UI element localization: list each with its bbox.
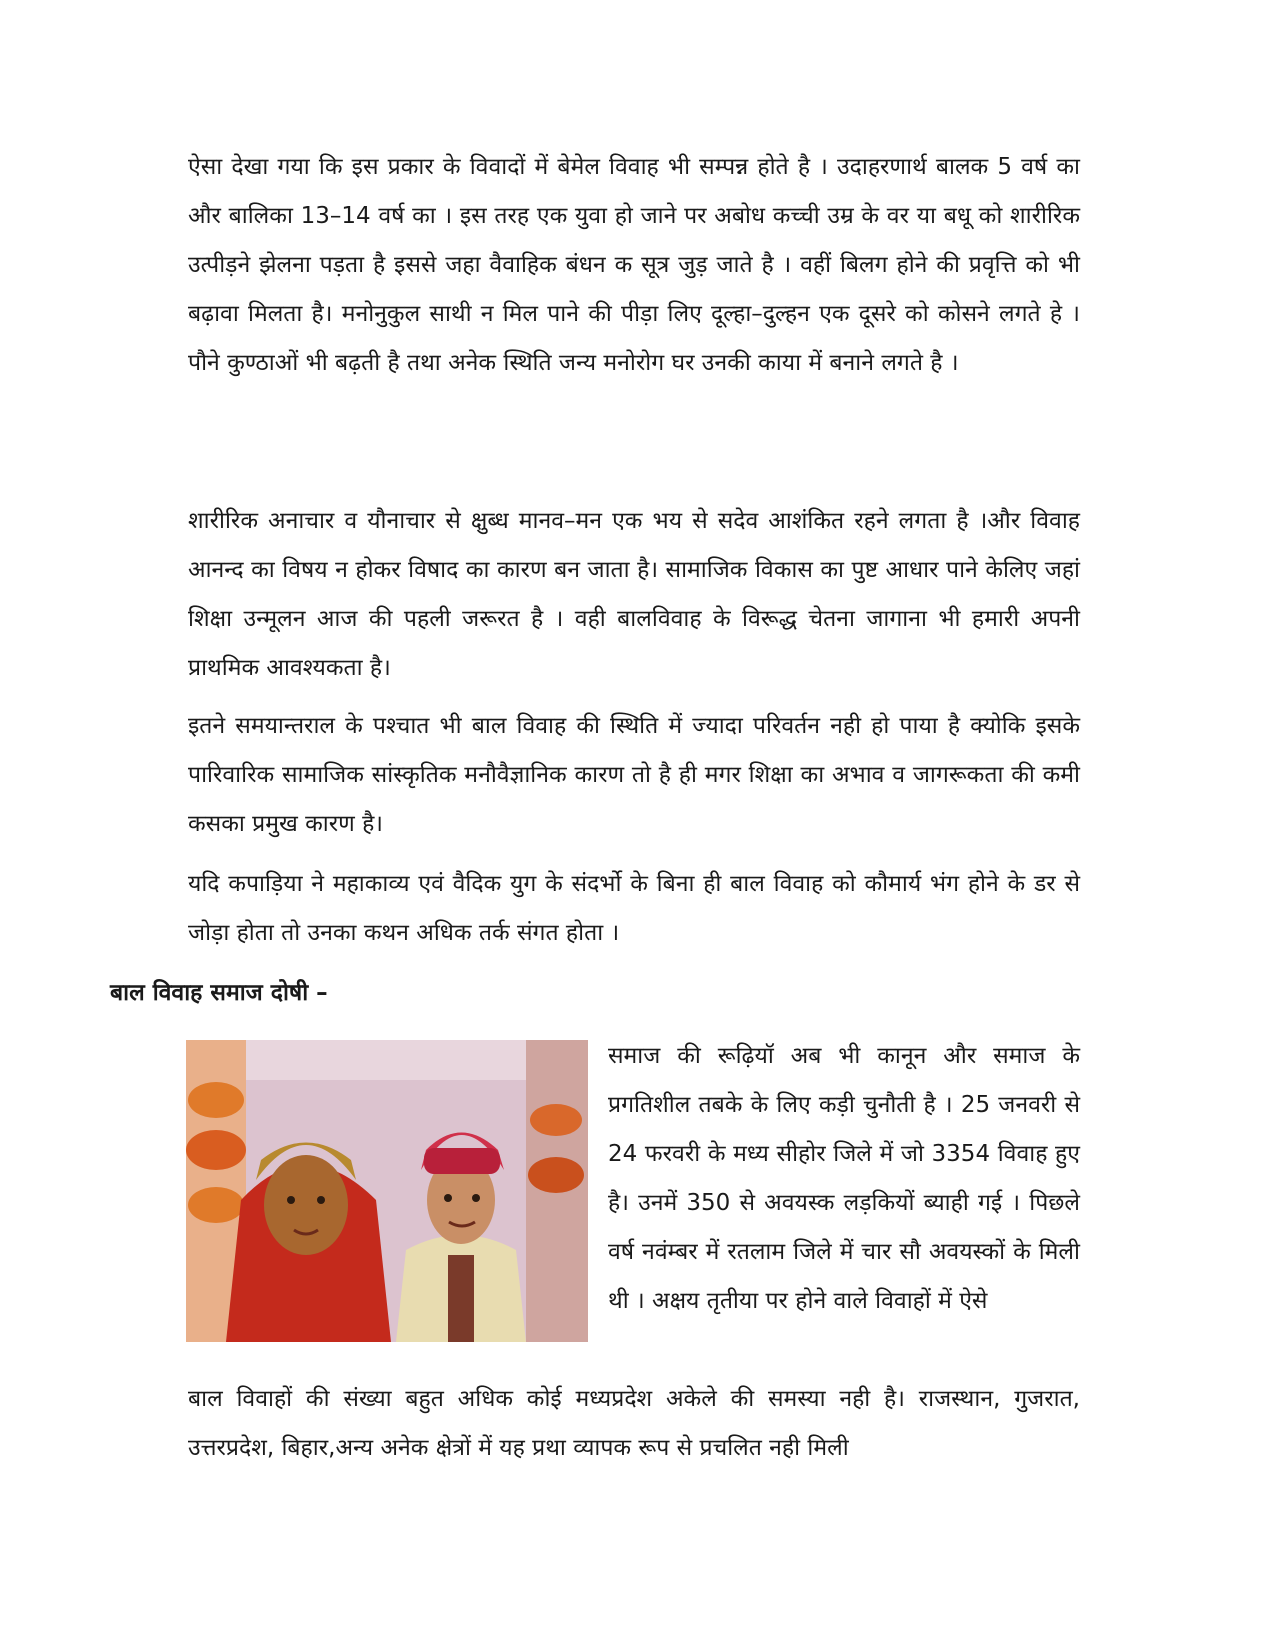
paragraph-kapadia: यदि कपाड़िया ने महाकाव्य एवं वैदिक युग के संदर्भो के बिना ही बाल विवाह को कौमार्य भंग होने के डर से जोड़ा होता तो उनका कथन अधिक तर्क संगत होता । [188,871,1080,946]
child-couple-illustration [186,1040,588,1342]
wedding-photo [186,1040,588,1342]
paragraph-wrapped-text: समाज की रूढ़ियॉ अब भी कानून और समाज के प्रगतिशील तबके के लिए कड़ी चुनौती है । 25 जनवरी से 24 फरवरी के मध्य सीहोर जिले में जो 3354 विवाह हुए है। उनमें 350 से अवयस्क लड़कियों ब्याही गई । पिछले वर्ष नवंम्बर में रतलाम जिले में चार सौ अवयस्कों के मिली थी । अक्षय तृतीया पर होने वाले विवाहों में ऐसे [608,1043,1080,1314]
paragraph-causes: इतने समयान्तराल के पश्चात भी बाल विवाह की स्थिति में ज्यादा परिवर्तन नही हो पाया है क्योकि इसके पारिवारिक सामाजिक सांस्कृतिक मनौवैज्ञानिक कारण तो है ही मगर शिक्षा का अभाव व जागरूकता की कमी कसका प्रमुख कारण है। [188,713,1080,837]
paragraph-consequences: शारीरिक अनाचार व यौनाचार से क्षुब्ध मानव–मन एक भय से सदेव आशंकित रहने लगता है ।और विवाह आनन्द का विषय न होकर विषाद का कारण बन जाता है। सामाजिक विकास का पुष्ट आधार पाने केलिए जहां शिक्षा उन्मूलन आज की पहली जरूरत है । वही बालविवाह के विरूद्ध चेतना जागाना भी हमारी अपनी प्राथमिक आवश्यकता है। [188,508,1080,681]
paragraph-continuation: बाल विवाहों की संख्या बहुत अधिक कोई मध्यप्रदेश अकेले की समस्या नही है। राजस्थान, गुजरात, उत्तरप्रदेश, बिहार,अन्य अनेक क्षेत्रों में यह प्रथा व्यापक रूप से प्रचलित नही मिली [188,1386,1080,1461]
section-heading: बाल विवाह समाज दोषी – [110,980,328,1006]
paragraph-mismatched-marriages: ऐसा देखा गया कि इस प्रकार के विवादों में बेमेल विवाह भी सम्पन्न होते है । उदाहरणार्थ बालक 5 वर्ष का और बालिका 13–14 वर्ष का । इस तरह एक युवा हो जाने पर अबोध कच्ची उम्र के वर या बधू को शारीरिक उत्पीड़ने झेलना पड़ता है इससे जहा वैवाहिक बंधन क सूत्र जुड़ जाते है । वहीं बिलग होने की प्रवृत्ति को भी बढ़ावा मिलता है। मनोनुकुल साथी न मिल पाने की पीड़ा लिए दूल्हा–दुल्हन एक दूसरे को कोसने लगते हे । पौने कुण्ठाओं भी बढ़ती है तथा अनेक स्थिति जन्य मनोरोग घर उनकी काया में बनाने लगते है । [188,154,1080,376]
